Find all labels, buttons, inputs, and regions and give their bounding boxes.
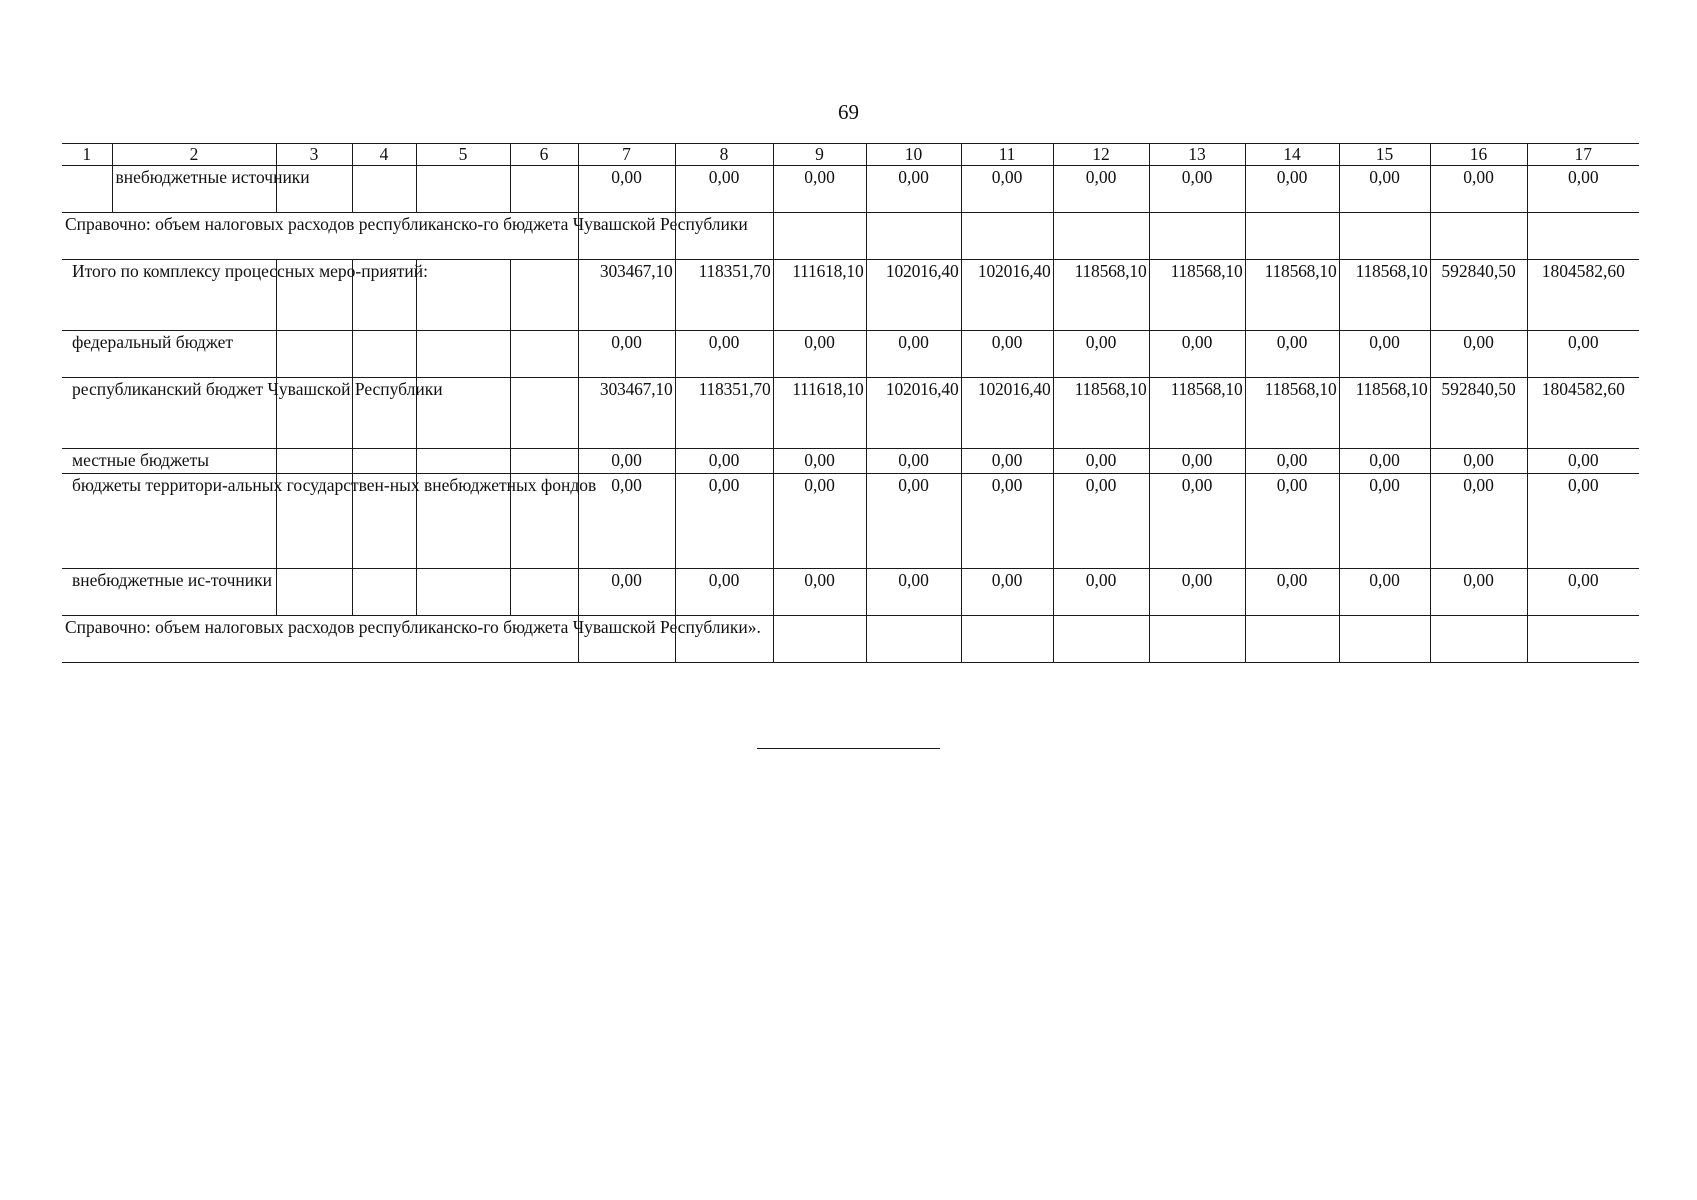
value-cell: 0,00 xyxy=(1430,568,1527,615)
reference-note: Справочно: объем налоговых расходов республиканско-го бюджета Чувашской Республики xyxy=(62,213,578,260)
column-number-header xyxy=(62,144,1639,166)
header-cell: 14 xyxy=(1245,144,1339,166)
table-row xyxy=(62,615,1639,662)
value-cell: 118568,10 xyxy=(1245,260,1339,331)
value-cell: 0,00 xyxy=(675,568,773,615)
value-cell: 102016,40 xyxy=(866,378,961,449)
value-cell: 118351,70 xyxy=(675,378,773,449)
value-cell: 102016,40 xyxy=(961,260,1053,331)
table-row xyxy=(62,260,1639,331)
row-label: местные бюджеты xyxy=(62,449,276,474)
value-cell: 303467,10 xyxy=(578,260,675,331)
value-cell: 0,00 xyxy=(961,166,1053,213)
value-cell: 0,00 xyxy=(675,166,773,213)
value-cell: 0,00 xyxy=(578,473,675,568)
value-cell: 0,00 xyxy=(773,473,866,568)
value-cell: 0,00 xyxy=(1149,166,1245,213)
value-cell: 0,00 xyxy=(1149,568,1245,615)
header-cell: 5 xyxy=(416,144,510,166)
value-cell: 0,00 xyxy=(773,568,866,615)
page-number: 69 xyxy=(838,100,859,124)
header-cell: 16 xyxy=(1430,144,1527,166)
value-cell: 1804582,60 xyxy=(1527,378,1639,449)
value-cell: 1804582,60 xyxy=(1527,260,1639,331)
header-cell: 12 xyxy=(1053,144,1149,166)
value-cell: 0,00 xyxy=(1053,568,1149,615)
value-cell: 592840,50 xyxy=(1430,260,1527,331)
table-row xyxy=(62,568,1639,615)
value-cell: 0,00 xyxy=(1053,449,1149,474)
value-cell: 118568,10 xyxy=(1149,260,1245,331)
header-cell: 2 xyxy=(112,144,276,166)
value-cell: 0,00 xyxy=(961,449,1053,474)
value-cell: 0,00 xyxy=(1339,568,1430,615)
table-row xyxy=(62,449,1639,474)
value-cell: 0,00 xyxy=(1430,449,1527,474)
value-cell: 592840,50 xyxy=(1430,378,1527,449)
value-cell: 0,00 xyxy=(866,449,961,474)
header-cell: 11 xyxy=(961,144,1053,166)
value-cell: 0,00 xyxy=(1245,449,1339,474)
value-cell: 0,00 xyxy=(866,473,961,568)
value-cell: 0,00 xyxy=(1339,331,1430,378)
header-cell: 15 xyxy=(1339,144,1430,166)
header-cell: 9 xyxy=(773,144,866,166)
value-cell: 118568,10 xyxy=(1245,378,1339,449)
value-cell: 0,00 xyxy=(675,449,773,474)
value-cell: 0,00 xyxy=(961,331,1053,378)
value-cell: 0,00 xyxy=(1339,449,1430,474)
header-cell: 17 xyxy=(1527,144,1639,166)
header-cell: 6 xyxy=(510,144,578,166)
value-cell: 0,00 xyxy=(1245,473,1339,568)
value-cell: 0,00 xyxy=(866,166,961,213)
value-cell: 0,00 xyxy=(1245,568,1339,615)
value-cell: 118568,10 xyxy=(1149,378,1245,449)
value-cell: 0,00 xyxy=(1430,331,1527,378)
row-label: Итого по комплексу процессных меро-приятий: xyxy=(62,260,276,331)
value-cell: 0,00 xyxy=(1527,449,1639,474)
value-cell: 0,00 xyxy=(866,331,961,378)
value-cell: 0,00 xyxy=(773,449,866,474)
header-cell: 4 xyxy=(352,144,416,166)
value-cell: 102016,40 xyxy=(961,378,1053,449)
end-of-document-rule xyxy=(757,748,940,749)
value-cell: 0,00 xyxy=(961,473,1053,568)
value-cell: 111618,10 xyxy=(773,378,866,449)
value-cell: 0,00 xyxy=(1245,166,1339,213)
value-cell: 303467,10 xyxy=(578,378,675,449)
value-cell: 0,00 xyxy=(578,166,675,213)
value-cell: 102016,40 xyxy=(866,260,961,331)
row-label: внебюджетные источники xyxy=(112,166,276,213)
value-cell: 0,00 xyxy=(1053,166,1149,213)
table-row xyxy=(62,213,1639,260)
value-cell: 0,00 xyxy=(1053,331,1149,378)
header-cell: 1 xyxy=(62,144,112,166)
row-label: внебюджетные ис-точники xyxy=(62,568,276,615)
header-cell: 10 xyxy=(866,144,961,166)
value-cell: 0,00 xyxy=(1149,473,1245,568)
value-cell: 0,00 xyxy=(1339,166,1430,213)
header-cell: 7 xyxy=(578,144,675,166)
value-cell: 118351,70 xyxy=(675,260,773,331)
reference-note: Справочно: объем налоговых расходов республиканско-го бюджета Чувашской Республики». xyxy=(62,615,578,662)
value-cell: 0,00 xyxy=(1527,166,1639,213)
value-cell: 0,00 xyxy=(578,331,675,378)
value-cell: 0,00 xyxy=(1430,473,1527,568)
value-cell: 0,00 xyxy=(1527,473,1639,568)
value-cell: 0,00 xyxy=(675,331,773,378)
budget-table xyxy=(62,143,1639,663)
value-cell: 0,00 xyxy=(1053,473,1149,568)
row-label: федеральный бюджет xyxy=(62,331,276,378)
value-cell: 118568,10 xyxy=(1339,378,1430,449)
value-cell: 0,00 xyxy=(1430,166,1527,213)
value-cell: 0,00 xyxy=(773,331,866,378)
table-row xyxy=(62,378,1639,449)
value-cell: 118568,10 xyxy=(1053,260,1149,331)
value-cell: 0,00 xyxy=(866,568,961,615)
value-cell: 0,00 xyxy=(675,473,773,568)
table-row xyxy=(62,166,1639,213)
table-row xyxy=(62,331,1639,378)
value-cell: 0,00 xyxy=(1149,331,1245,378)
row-label: бюджеты территори-альных государствен-ных внебюджетных фондов xyxy=(62,473,276,568)
value-cell: 0,00 xyxy=(1339,473,1430,568)
value-cell: 0,00 xyxy=(1527,331,1639,378)
value-cell: 0,00 xyxy=(578,449,675,474)
header-cell: 8 xyxy=(675,144,773,166)
value-cell: 0,00 xyxy=(1149,449,1245,474)
value-cell: 118568,10 xyxy=(1339,260,1430,331)
value-cell: 0,00 xyxy=(578,568,675,615)
value-cell: 0,00 xyxy=(1527,568,1639,615)
header-cell: 13 xyxy=(1149,144,1245,166)
table-row xyxy=(62,473,1639,568)
value-cell: 0,00 xyxy=(773,166,866,213)
row-label: республиканский бюджет Чувашской Республики xyxy=(62,378,276,449)
value-cell: 118568,10 xyxy=(1053,378,1149,449)
value-cell: 111618,10 xyxy=(773,260,866,331)
value-cell: 0,00 xyxy=(1245,331,1339,378)
value-cell: 0,00 xyxy=(961,568,1053,615)
header-cell: 3 xyxy=(276,144,352,166)
